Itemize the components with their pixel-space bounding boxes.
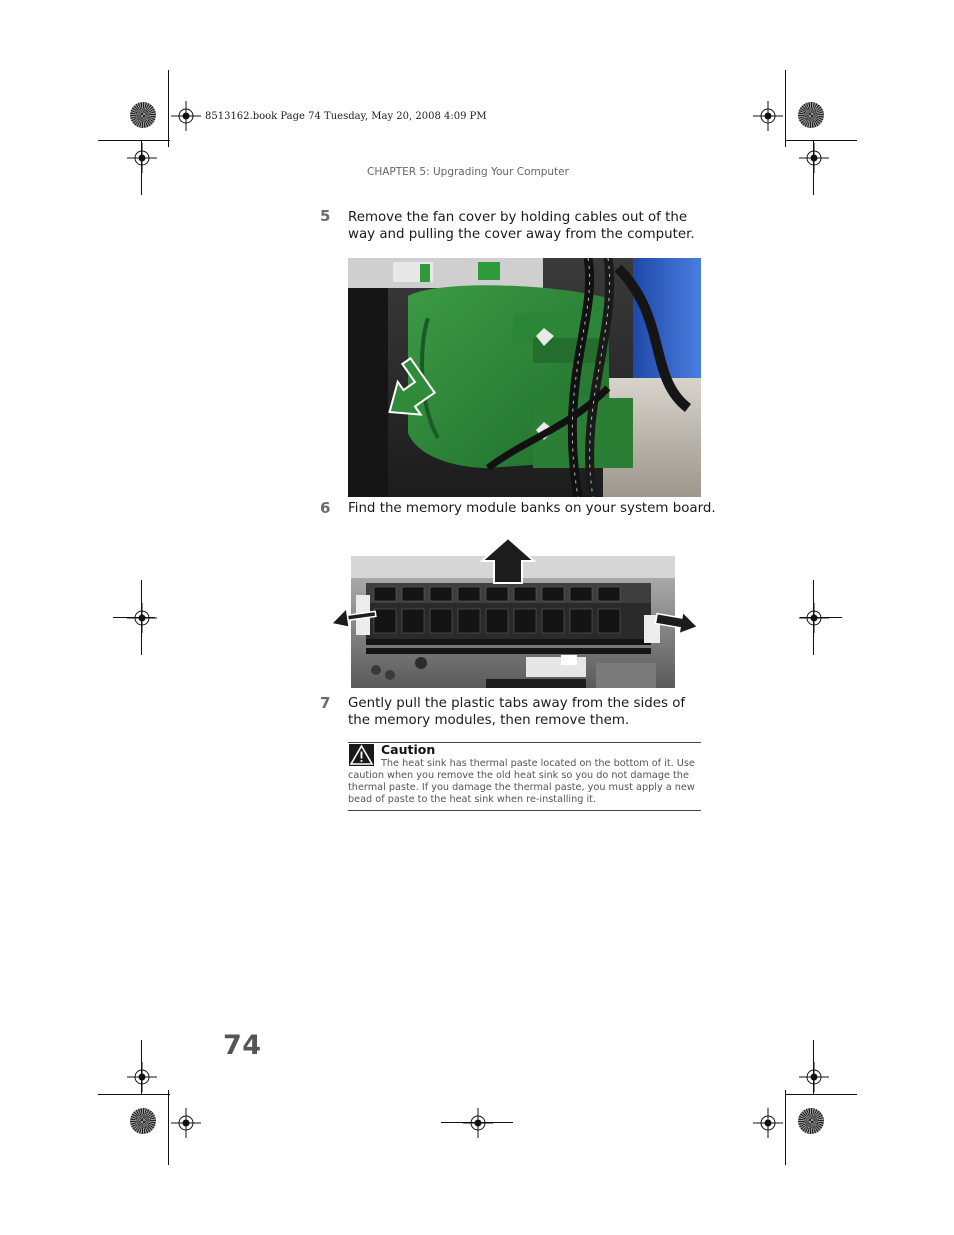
step-number: 6: [320, 499, 331, 517]
registration-target-icon: [171, 101, 201, 131]
step-number: 5: [320, 207, 331, 225]
registration-target-icon: [127, 603, 157, 633]
crop-mark: [98, 140, 170, 141]
crop-mark: [785, 140, 857, 141]
caution-title: Caution: [381, 742, 436, 757]
registration-target-icon: [753, 1108, 783, 1138]
step-text: Remove the fan cover by holding cables out of the way and pulling the cover away from the computer.: [348, 210, 695, 242]
registration-target-icon: [127, 143, 157, 173]
step-text: Gently pull the plastic tabs away from the sides of the memory modules, then remove them.: [348, 696, 686, 728]
crop-mark: [113, 617, 155, 618]
crop-mark: [813, 140, 814, 195]
crop-mark: [98, 1094, 170, 1095]
memory-module-illustration: [326, 535, 700, 688]
crop-mark: [168, 70, 169, 147]
registration-target-icon: [753, 101, 783, 131]
print-slug: 8513162.book Page 74 Tuesday, May 20, 2008 4:09 PM: [205, 111, 487, 122]
fan-cover-photo: [348, 258, 701, 497]
star-target-icon: [798, 102, 824, 128]
crop-mark: [813, 1040, 814, 1095]
registration-target-icon: [171, 1108, 201, 1138]
crop-mark: [800, 617, 842, 618]
registration-target-icon: [799, 1062, 829, 1092]
crop-mark: [168, 1090, 169, 1165]
star-target-icon: [130, 1108, 156, 1134]
crop-mark: [785, 70, 786, 147]
registration-target-icon: [799, 603, 829, 633]
caution-bottom-rule: [348, 810, 701, 811]
page-number: 74: [223, 1030, 262, 1061]
star-target-icon: [798, 1108, 824, 1134]
crop-mark: [141, 140, 142, 195]
registration-target-icon: [127, 1062, 157, 1092]
memory-module-photo: [326, 535, 700, 688]
step-text: Find the memory module banks on your system board.: [348, 501, 716, 516]
running-head: CHAPTER 5: Upgrading Your Computer: [367, 166, 569, 178]
crop-mark: [785, 1090, 786, 1165]
caution-text: The heat sink has thermal paste located on the bottom of it. Use caution when you remove the old heat sink so you do not damage the thermal paste. If you damage the thermal paste, you must apply a new bead of paste to the heat sink when re-installing it.: [348, 758, 695, 805]
crop-mark: [441, 1122, 513, 1123]
crop-mark: [785, 1094, 857, 1095]
registration-target-icon: [463, 1108, 493, 1138]
registration-target-icon: [799, 143, 829, 173]
star-target-icon: [130, 102, 156, 128]
step-number: 7: [320, 694, 331, 712]
fan-cover-illustration: [348, 258, 701, 497]
crop-mark: [141, 1040, 142, 1095]
caution-body: [348, 758, 700, 806]
